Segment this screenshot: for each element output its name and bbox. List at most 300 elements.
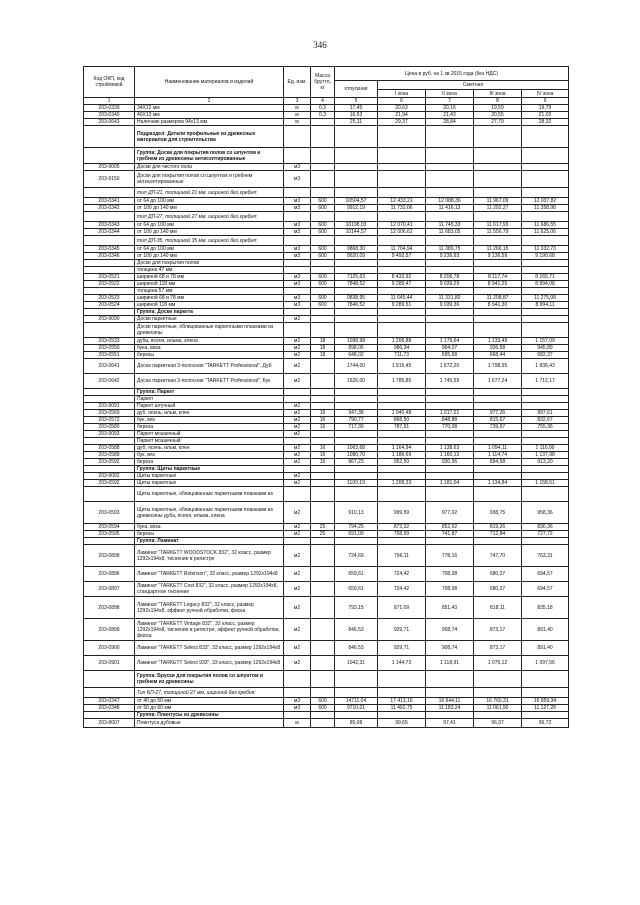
price-zone-1 <box>378 267 426 274</box>
item-unit: м2 <box>284 410 311 417</box>
price-zone-1: 11 645,44 <box>378 295 426 302</box>
price-zone-2 <box>426 396 474 403</box>
item-mass <box>311 431 335 438</box>
item-code <box>84 212 135 222</box>
price-zone-3: 27,79 <box>474 119 522 126</box>
item-name: Щиты паркетные, облицованные паркетными планками из древесины дуба, ясеня, ильма, клена <box>135 502 284 524</box>
item-mass: 600 <box>311 229 335 236</box>
price-zone-3: 1 075,12 <box>474 656 522 671</box>
item-code <box>84 323 135 338</box>
price-zone-3: 1 094,11 <box>474 445 522 452</box>
release-price: 9710,01 <box>335 705 378 712</box>
item-mass: 18 <box>311 352 335 359</box>
price-zone-2 <box>426 323 474 338</box>
item-code <box>84 188 135 198</box>
item-code: 203-0523 <box>84 295 135 302</box>
price-zone-1: 1 206,88 <box>378 338 426 345</box>
table-row <box>84 582 569 597</box>
price-zone-4 <box>522 288 569 295</box>
header-zone-1: I зона <box>378 90 426 98</box>
item-mass: 600 <box>311 698 335 705</box>
item-mass: 0,3 <box>311 105 335 112</box>
price-zone-4: 958,36 <box>522 502 569 524</box>
item-name: Ламинат "TARKETT WOODSTOCK 832", 32 класс, размер 1292х194х8, тиснение в регистре <box>135 545 284 567</box>
table-row <box>84 126 569 148</box>
price-zone-4 <box>522 323 569 338</box>
release-price <box>335 309 378 316</box>
item-name: 34Х12 мм <box>135 105 284 112</box>
release-price: 898,06 <box>335 345 378 352</box>
price-zone-2: 11 683,05 <box>426 229 474 236</box>
price-zone-3: 739,97 <box>474 424 522 431</box>
item-unit <box>284 309 311 316</box>
table-row <box>84 698 569 705</box>
item-name: шириной 118 мм <box>135 281 284 288</box>
item-code <box>84 688 135 698</box>
header-release-price: отпускная <box>335 81 378 98</box>
item-unit <box>284 188 311 198</box>
price-zone-4 <box>522 403 569 410</box>
price-zone-4: 9 190,68 <box>522 253 569 260</box>
table-row <box>84 205 569 212</box>
price-zone-3 <box>474 403 522 410</box>
item-name: Щиты паркетные <box>135 473 284 480</box>
price-zone-1: 872,32 <box>378 524 426 531</box>
price-zone-3 <box>474 538 522 545</box>
item-code <box>84 236 135 246</box>
price-zone-4: 1 712,17 <box>522 374 569 389</box>
item-unit: м2 <box>284 452 311 459</box>
price-zone-3: 668,44 <box>474 352 522 359</box>
table-row <box>84 345 569 352</box>
release-price: 846,53 <box>335 641 378 656</box>
price-zone-2 <box>426 538 474 545</box>
price-zone-1 <box>378 671 426 688</box>
item-code: 203-0595 <box>84 531 135 538</box>
item-unit <box>284 688 311 698</box>
price-zone-1: 796,11 <box>378 545 426 567</box>
item-mass <box>311 236 335 246</box>
item-unit: м <box>284 105 311 112</box>
price-zone-1 <box>378 126 426 148</box>
column-number: 8 <box>474 98 522 105</box>
price-zone-3: 20,55 <box>474 112 522 119</box>
price-zone-4: 12 037,82 <box>522 198 569 205</box>
release-price: 25,11 <box>335 119 378 126</box>
item-code: 203-0592 <box>84 459 135 466</box>
price-zone-1 <box>378 260 426 267</box>
price-zone-3: 8 941,25 <box>474 281 522 288</box>
item-mass <box>311 316 335 323</box>
item-code: 203-0897 <box>84 582 135 597</box>
price-zone-1 <box>378 431 426 438</box>
price-zone-3 <box>474 688 522 698</box>
price-zone-4 <box>522 538 569 545</box>
item-code: 203-0588 <box>84 445 135 452</box>
price-zone-4: 1 097,56 <box>522 656 569 671</box>
item-unit: м3 <box>284 205 311 212</box>
price-table <box>83 66 569 728</box>
item-mass <box>311 473 335 480</box>
price-zone-2 <box>426 688 474 698</box>
item-mass: 600 <box>311 198 335 205</box>
release-price: 9912,19 <box>335 205 378 212</box>
item-mass <box>311 374 335 389</box>
price-zone-3 <box>474 188 522 198</box>
item-name: Паркет мозаичный <box>135 431 284 438</box>
item-name: Паркет <box>135 396 284 403</box>
price-zone-3 <box>474 171 522 188</box>
price-zone-4: 727,72 <box>522 531 569 538</box>
item-mass <box>311 323 335 338</box>
item-code: 203-0339 <box>84 105 135 112</box>
price-zone-2 <box>426 403 474 410</box>
item-code: 203-0900 <box>84 641 135 656</box>
release-price <box>335 712 378 719</box>
item-code: 203-0521 <box>84 274 135 281</box>
item-mass <box>311 309 335 316</box>
item-unit <box>284 260 311 267</box>
item-name: Группа: Щиты паркетные <box>135 466 284 473</box>
price-zone-2: 1 017,01 <box>426 410 474 417</box>
table-row <box>84 105 569 112</box>
item-unit: м2 <box>284 656 311 671</box>
price-zone-1: 1 040,48 <box>378 410 426 417</box>
release-price: 9868,30 <box>335 246 378 253</box>
item-unit: м3 <box>284 171 311 188</box>
price-zone-3 <box>474 309 522 316</box>
price-zone-2 <box>426 148 474 164</box>
table-row <box>84 274 569 281</box>
item-unit: м2 <box>284 359 311 374</box>
price-zone-1 <box>378 688 426 698</box>
item-code <box>84 126 135 148</box>
table-row <box>84 246 569 253</box>
item-name: от 40 до 50 мм <box>135 698 284 705</box>
price-zone-3 <box>474 473 522 480</box>
release-price <box>335 688 378 698</box>
item-unit: м2 <box>284 374 311 389</box>
price-zone-4: 28,32 <box>522 119 569 126</box>
price-zone-4: 755,36 <box>522 424 569 431</box>
item-mass <box>311 119 335 126</box>
item-code <box>84 671 135 688</box>
table-row <box>84 487 569 502</box>
item-mass <box>311 671 335 688</box>
item-code: 203-0643 <box>84 119 135 126</box>
item-code <box>84 396 135 403</box>
price-zone-1: 758,99 <box>378 531 426 538</box>
price-zone-4: 836,36 <box>522 524 569 531</box>
price-zone-4 <box>522 309 569 316</box>
price-zone-3: 873,17 <box>474 619 522 641</box>
item-mass <box>311 502 335 524</box>
item-mass <box>311 212 335 222</box>
table-row <box>84 619 569 641</box>
release-price: 1063,68 <box>335 445 378 452</box>
price-zone-4 <box>522 164 569 171</box>
item-mass: 25 <box>311 524 335 531</box>
item-name: Доски для покрытия полов со шпунтом и гребнем антисептированные <box>135 171 284 188</box>
price-zone-4 <box>522 267 569 274</box>
item-unit: м2 <box>284 597 311 619</box>
item-name: Паркет штучный <box>135 403 284 410</box>
item-code <box>84 309 135 316</box>
table-row <box>84 688 569 698</box>
price-zone-2: 708,08 <box>426 582 474 597</box>
price-zone-2 <box>426 389 474 396</box>
table-row <box>84 567 569 582</box>
item-mass <box>311 567 335 582</box>
price-zone-4: 694,57 <box>522 582 569 597</box>
release-price <box>335 538 378 545</box>
price-zone-3 <box>474 438 522 445</box>
item-name: от 100 до 140 мм <box>135 253 284 260</box>
item-mass: 0,3 <box>311 112 335 119</box>
header-name: Наименование материалов и изделий <box>135 67 284 98</box>
release-price: 1100,19 <box>335 480 378 487</box>
table-row <box>84 323 569 338</box>
item-code: 203-0551 <box>84 352 135 359</box>
item-name: Наличник размером 94х13 мм <box>135 119 284 126</box>
item-code: 203-0340 <box>84 112 135 119</box>
release-price: 17,45 <box>335 105 378 112</box>
price-zone-1 <box>378 164 426 171</box>
table-row <box>84 480 569 487</box>
price-zone-1 <box>378 171 426 188</box>
item-code <box>84 148 135 164</box>
item-name: Доски паркетные <box>135 316 284 323</box>
item-unit: м3 <box>284 164 311 171</box>
item-code <box>84 267 135 274</box>
table-row <box>84 229 569 236</box>
price-zone-1: 1 208,33 <box>378 480 426 487</box>
release-price: 717,39 <box>335 424 378 431</box>
item-mass <box>311 396 335 403</box>
item-name: Ламинат "TARKETT Vintage 832", 32 класс, размер 1292х194х8, тиснение в регистре, эффект ручной обработки, фаска <box>135 619 284 641</box>
header-unit: Ед. изм. <box>284 67 311 98</box>
item-mass <box>311 389 335 396</box>
price-zone-4 <box>522 389 569 396</box>
item-mass <box>311 260 335 267</box>
table-row <box>84 424 569 431</box>
price-zone-1 <box>378 712 426 719</box>
item-mass: 600 <box>311 295 335 302</box>
price-zone-2: 1 138,63 <box>426 445 474 452</box>
item-name: Тип БП-27, толщиной 27 мм, шириной без гребня: <box>135 688 284 698</box>
price-zone-4 <box>522 188 569 198</box>
item-name: Ламинат "TARKETT Select 833", 33 класс, размер 1292х194х8 <box>135 641 284 656</box>
price-zone-2: 11 183,24 <box>426 705 474 712</box>
item-unit: м2 <box>284 567 311 582</box>
item-mass <box>311 288 335 295</box>
item-code: 203-9093 <box>84 431 135 438</box>
item-unit: м3 <box>284 295 311 302</box>
price-zone-2 <box>426 188 474 198</box>
table-row <box>84 597 569 619</box>
price-zone-1 <box>378 148 426 164</box>
column-number: 5 <box>335 98 378 105</box>
price-zone-2: 20,16 <box>426 105 474 112</box>
price-zone-2 <box>426 438 474 445</box>
header-mass: Масса брутто, кг <box>311 67 335 98</box>
item-name: от 100 до 140 мм <box>135 229 284 236</box>
item-unit: м2 <box>284 531 311 538</box>
item-name: тип ДП-21, толщиной 21 мм, шириной без гребня: <box>135 188 284 198</box>
item-mass <box>311 267 335 274</box>
item-unit: м2 <box>284 316 311 323</box>
price-zone-2: 1 181,04 <box>426 480 474 487</box>
price-zone-2: 1 160,13 <box>426 452 474 459</box>
item-mass: 16 <box>311 459 335 466</box>
release-price <box>335 389 378 396</box>
item-mass: 25 <box>311 531 335 538</box>
release-price <box>335 671 378 688</box>
price-zone-3: 11 967,09 <box>474 198 522 205</box>
price-zone-3: 11 208,87 <box>474 295 522 302</box>
price-zone-4: 913,20 <box>522 459 569 466</box>
price-zone-2: 770,08 <box>426 424 474 431</box>
item-mass <box>311 619 335 641</box>
item-unit <box>284 487 311 502</box>
table-row <box>84 302 569 309</box>
price-zone-4: 8 994,08 <box>522 281 569 288</box>
table-row <box>84 641 569 656</box>
price-zone-1: 1 186,69 <box>378 452 426 459</box>
price-zone-1: 9 289,51 <box>378 302 426 309</box>
item-mass: 600 <box>311 302 335 309</box>
price-zone-2: 908,74 <box>426 619 474 641</box>
table-row <box>84 236 569 246</box>
item-name: Ламинат "TARKETT Select 933", 33 класс, размер 1292х194х8 <box>135 656 284 671</box>
release-price: 14711,04 <box>335 698 378 705</box>
header-zone-2: II зона <box>426 90 474 98</box>
item-code: 203-0594 <box>84 524 135 531</box>
item-code <box>84 712 135 719</box>
item-name: от 64 до 100 мм <box>135 246 284 253</box>
item-unit: м2 <box>284 619 311 641</box>
price-zone-3: 815,67 <box>474 417 522 424</box>
price-zone-1: 29,37 <box>378 119 426 126</box>
price-zone-3 <box>474 236 522 246</box>
price-zone-4: 11 332,73 <box>522 246 569 253</box>
release-price: 947,38 <box>335 410 378 417</box>
price-zone-4: 1 137,98 <box>522 452 569 459</box>
release-price: 7848,52 <box>335 281 378 288</box>
item-code: 203-0342 <box>84 205 135 212</box>
price-zone-4 <box>522 236 569 246</box>
price-zone-2: 908,74 <box>426 641 474 656</box>
item-mass <box>311 719 335 728</box>
release-price <box>335 323 378 338</box>
item-unit <box>284 323 311 338</box>
item-name: 40Х13 мм <box>135 112 284 119</box>
item-mass <box>311 597 335 619</box>
item-name: Паркет мозаичный: <box>135 438 284 445</box>
table-row <box>84 374 569 389</box>
table-row <box>84 316 569 323</box>
item-code: 203-0592 <box>84 480 135 487</box>
item-unit <box>284 126 311 148</box>
item-unit: м2 <box>284 459 311 466</box>
item-unit <box>284 671 311 688</box>
item-unit: м <box>284 112 311 119</box>
item-name: дуб, ясень, ильм, клен <box>135 445 284 452</box>
price-zone-2 <box>426 212 474 222</box>
release-price: 659,61 <box>335 567 378 582</box>
price-zone-3: 938,75 <box>474 502 522 524</box>
item-name: от 50 до 60 мм <box>135 705 284 712</box>
item-unit: м2 <box>284 403 311 410</box>
price-zone-2: 977,02 <box>426 502 474 524</box>
header-zone-3: III зона <box>474 90 522 98</box>
item-code: 203-0343 <box>84 222 135 229</box>
release-price <box>335 288 378 295</box>
item-code <box>84 538 135 545</box>
price-zone-1: 11 732,06 <box>378 205 426 212</box>
item-code: 203-0641 <box>84 359 135 374</box>
table-row <box>84 309 569 316</box>
price-zone-3 <box>474 288 522 295</box>
item-code: 203-0550 <box>84 345 135 352</box>
release-price: 724,69 <box>335 545 378 567</box>
price-zone-3: 1 677,24 <box>474 374 522 389</box>
table-row <box>84 403 569 410</box>
item-name: дуба, ясеня, ильма, клена <box>135 338 284 345</box>
price-zone-1 <box>378 403 426 410</box>
item-name: тип ДП-27, толщиной 27 мм, шириной без гребня: <box>135 212 284 222</box>
item-mass: 16 <box>311 410 335 417</box>
release-price: 10144,57 <box>335 229 378 236</box>
price-zone-4: 11 358,98 <box>522 205 569 212</box>
item-mass <box>311 688 335 698</box>
item-code: 203-0348 <box>84 705 135 712</box>
item-unit <box>284 389 311 396</box>
price-zone-2 <box>426 466 474 473</box>
table-row <box>84 431 569 438</box>
price-zone-1 <box>378 212 426 222</box>
table-row <box>84 466 569 473</box>
price-zone-4: 835,18 <box>522 597 569 619</box>
price-zone-4: 8 994,11 <box>522 302 569 309</box>
release-price <box>335 148 378 164</box>
release-price: 1744,00 <box>335 359 378 374</box>
price-zone-4: 96,72 <box>522 719 569 728</box>
price-zone-2: 28,84 <box>426 119 474 126</box>
price-zone-4 <box>522 316 569 323</box>
price-zone-4: 11 686,55 <box>522 222 569 229</box>
price-zone-1: 99,65 <box>378 719 426 728</box>
price-zone-1: 12 006,62 <box>378 229 426 236</box>
item-code: 203-0901 <box>84 656 135 671</box>
price-zone-1 <box>378 323 426 338</box>
item-code <box>84 288 135 295</box>
price-zone-3: 9 136,59 <box>474 253 522 260</box>
table-row <box>84 719 569 728</box>
price-zone-3 <box>474 164 522 171</box>
price-zone-3 <box>474 267 522 274</box>
price-zone-4 <box>522 688 569 698</box>
price-zone-1: 12 433,21 <box>378 198 426 205</box>
table-row <box>84 671 569 688</box>
table-row <box>84 524 569 531</box>
price-zone-4 <box>522 171 569 188</box>
table-row <box>84 119 569 126</box>
release-price: 10504,57 <box>335 198 378 205</box>
price-zone-2: 848,88 <box>426 417 474 424</box>
item-unit: м2 <box>284 338 311 345</box>
price-zone-2 <box>426 473 474 480</box>
